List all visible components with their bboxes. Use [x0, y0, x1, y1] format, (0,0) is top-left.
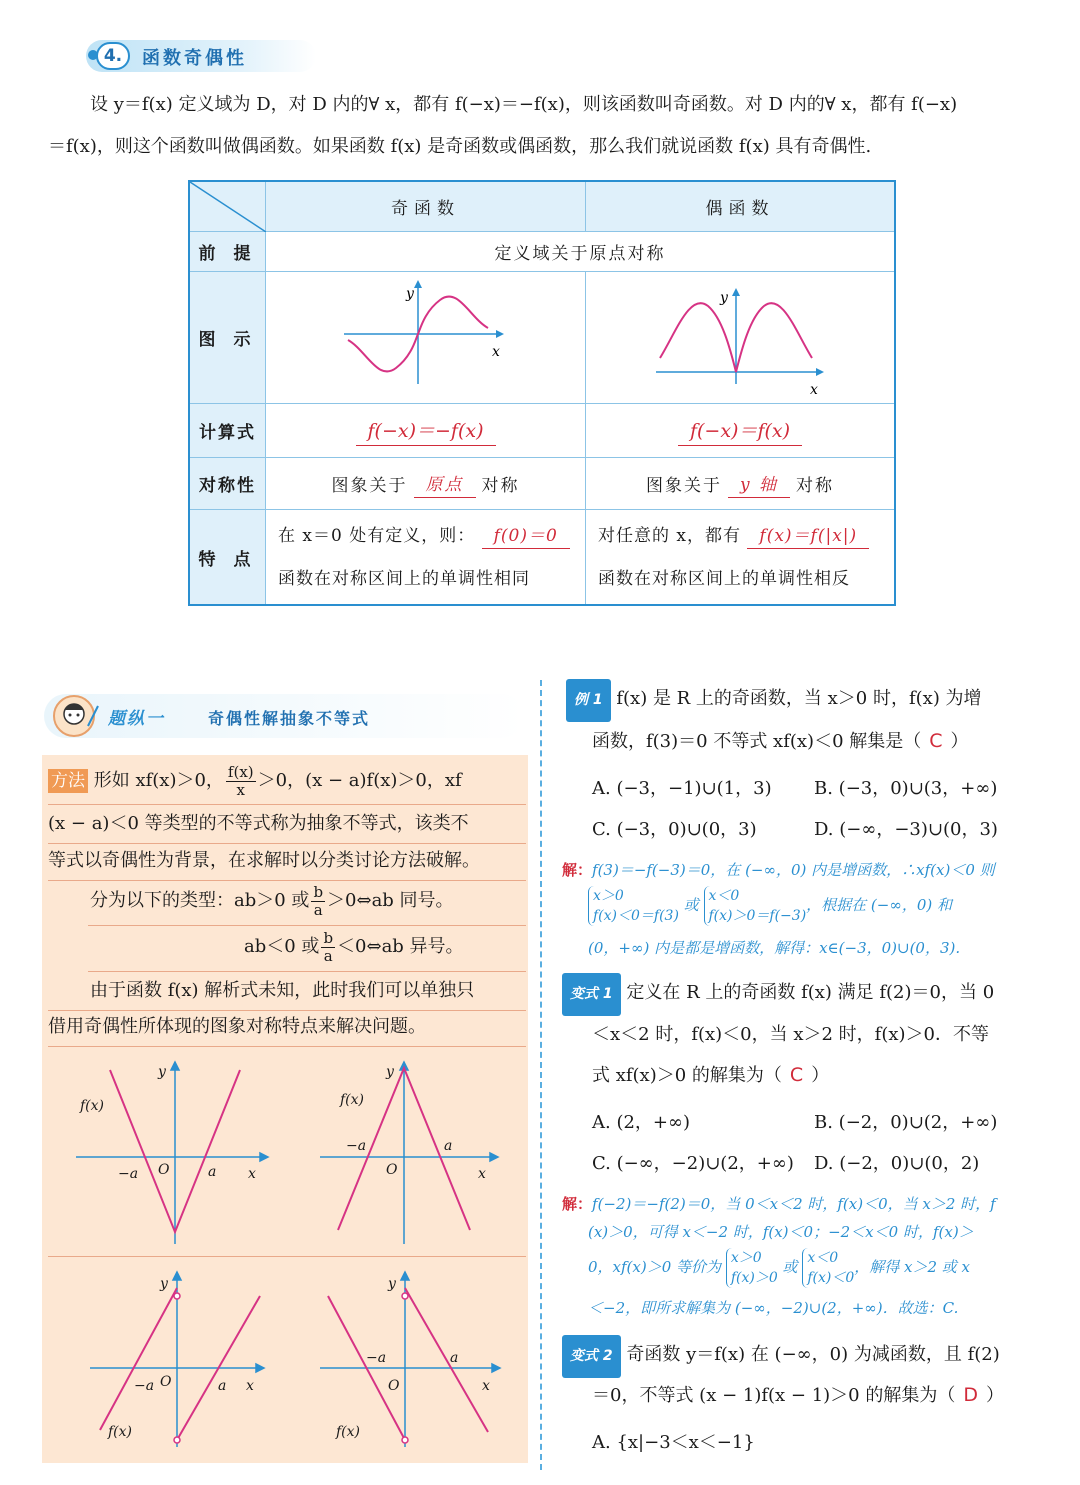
g3-y: y — [160, 1276, 168, 1292]
method-line-6: 由于函数 f(x) 解析式未知，此时我们可以单独只 — [90, 980, 475, 1001]
symmetry-even-cell — [586, 458, 894, 510]
sym-prefix-odd: 图象关于 — [331, 476, 408, 496]
variant1-options-row2 — [592, 1143, 1042, 1184]
g1-a: a — [208, 1164, 217, 1180]
features-even-line2: 函数在对称区间上的单调性相反 — [598, 569, 850, 589]
section-title: 函数奇偶性 — [142, 48, 247, 69]
example1-option-a: A. (−3，−1)∪(1，3) — [592, 778, 772, 799]
method-line-1 — [48, 762, 526, 800]
formula-even: f(−x)＝f(x) — [678, 416, 802, 446]
variant1-sol-label: 解： — [562, 1195, 593, 1213]
variant1-stem-1 — [562, 972, 1042, 1016]
label-features: 特 点 — [190, 510, 266, 604]
method-line1-b: ＞0，(x − a)f(x)＞0，xf — [257, 770, 462, 791]
method-tag: 方法 — [48, 769, 88, 793]
variant1-stem-2: ＜x＜2 时，f(x)＜0，当 x＞2 时，f(x)＞0．不等 — [592, 1024, 989, 1045]
variant1-tag: 变式 1 — [562, 973, 621, 1016]
header-even: 偶函数 — [586, 182, 894, 232]
variant2-stem2-text: ＝0，不等式 (x − 1)f(x − 1)＞0 的解集为（ — [592, 1385, 956, 1406]
rule — [48, 880, 526, 881]
g4-neg-a: −a — [366, 1350, 387, 1366]
example1-option-d: D. (−∞，−3)∪(0，3) — [814, 819, 998, 840]
g2-y: y — [386, 1064, 394, 1080]
header-odd: 奇函数 — [266, 182, 586, 232]
g3-fx: f(x) — [108, 1424, 133, 1440]
v1-sys1-a: x＞0 — [730, 1250, 762, 1266]
example1-solution-2 — [588, 886, 1068, 926]
definition-line-1: 设 y＝f(x) 定义域为 D，对 D 内的∀ x，都有 f(−x)＝−f(x)，则该函数叫奇函数。对 D 内的∀ x，都有 f(−x) — [90, 94, 958, 115]
premise-value: 定义域关于原点对称 — [266, 232, 894, 272]
sym-prefix-even: 图象关于 — [645, 476, 722, 496]
example1-options-row2 — [592, 809, 1042, 850]
fraction-b-over-a — [311, 884, 325, 919]
frac-den: a — [313, 900, 323, 919]
method-types-2 — [48, 928, 526, 966]
g2-neg-a: −a — [346, 1138, 367, 1154]
variant1-solution-3 — [588, 1248, 1068, 1288]
example1-close: ） — [950, 731, 969, 752]
student-avatar-icon — [46, 692, 102, 740]
variant1-option-d: D. (−2，0)∪(0，2) — [814, 1153, 980, 1174]
rule — [48, 1046, 526, 1047]
rule — [88, 925, 526, 926]
frac2-den: a — [323, 946, 333, 965]
topic-head: 题纵一 — [108, 709, 165, 729]
g1-origin: O — [158, 1162, 170, 1178]
variant1-or: 或 — [782, 1258, 798, 1276]
example1-stem1-text: f(x) 是 R 上的奇函数，当 x＞0 时，f(x) 为增 — [616, 688, 982, 709]
method-line-2: (x − a)＜0 等类型的不等式称为抽象不等式，该类不 — [48, 813, 469, 834]
variant2-close: ） — [986, 1385, 1004, 1406]
even-y-label: y — [720, 289, 728, 306]
example1-stem2-text: 函数，f(3)＝0 不等式 xf(x)＜0 解集是（ — [592, 731, 922, 752]
frac1-num: f(x) — [227, 762, 254, 781]
method-line-3: 等式以奇偶性为背景，在求解时以分类讨论方法破解。 — [48, 850, 480, 871]
section-number: 4. — [96, 42, 130, 70]
g4-y: y — [388, 1276, 396, 1292]
example1-system-2 — [704, 886, 807, 926]
method-line1-a: 形如 xf(x)＞0， — [93, 770, 224, 791]
g1-x: x — [248, 1166, 256, 1182]
sym-even-value: y 轴 — [728, 470, 790, 498]
feat-odd-prefix: 在 x＝0 处有定义，则： — [278, 526, 476, 546]
sym-odd-value: 原点 — [414, 470, 476, 498]
label-symmetry: 对称性 — [190, 458, 266, 510]
g3-origin: O — [160, 1374, 172, 1390]
features-even-line1 — [598, 514, 869, 558]
variant2-stem-2 — [592, 1375, 1042, 1416]
variant1-stem1-text: 定义在 R 上的奇函数 f(x) 满足 f(2)＝0，当 0 — [626, 982, 995, 1003]
types2-b: ＜0⇔ab 异号。 — [337, 936, 464, 957]
variant1-option-a: A. (2，+∞) — [592, 1112, 691, 1133]
example1-sol2: ，根据在 (−∞，0) 和 — [806, 896, 953, 914]
odd-x-label: x — [492, 343, 500, 360]
example1-answer: C — [929, 730, 943, 752]
v1-sys2-a: x＜0 — [807, 1250, 839, 1266]
variant1-answer: C — [789, 1064, 804, 1086]
variant1-close: ） — [811, 1065, 830, 1086]
g2-fx: f(x) — [340, 1092, 365, 1108]
variant1-solution-4: ＜−2，即所求解集为 (−∞，−2)∪(2，+∞)．故选：C. — [588, 1299, 959, 1317]
example1-sol-label: 解： — [562, 861, 593, 879]
corner-cell — [190, 182, 266, 232]
types1-a: 分为以下的类型：ab＞0 或 — [90, 890, 310, 911]
fraction-b-over-a-2 — [321, 930, 335, 965]
odd-y-label: y — [406, 285, 414, 302]
fraction-fx-over-x — [226, 764, 256, 799]
sym-suffix-odd: 对称 — [481, 476, 520, 496]
feat-even-prefix: 对任意的 x，都有 — [598, 526, 741, 546]
g4-a: a — [450, 1350, 459, 1366]
odd-function-graph — [266, 272, 585, 404]
variant1-option-b: B. (−2，0)∪(2，+∞) — [814, 1112, 998, 1133]
frac2-num: b — [323, 928, 334, 947]
diagonal-line — [190, 182, 266, 232]
g3-x: x — [246, 1378, 254, 1394]
variant1-sol1: f(−2)＝−f(2)＝0，当 0＜x＜2 时，f(x)＜0，当 x＞2 时，f — [592, 1195, 996, 1213]
features-odd-line1 — [278, 514, 570, 558]
column-divider — [540, 680, 542, 1470]
feat-even-value: f(x)＝f(|x|) — [747, 526, 869, 549]
abstract-graphs — [48, 1052, 526, 1462]
types2-a: ab＜0 或 — [244, 936, 320, 957]
g2-x: x — [478, 1166, 486, 1182]
sym-suffix-even: 对称 — [796, 476, 834, 496]
variant1-solution-1 — [562, 1190, 1042, 1218]
variant1-system-1 — [726, 1248, 778, 1288]
g4-origin: O — [388, 1378, 400, 1394]
g1-fx: f(x) — [80, 1098, 105, 1114]
label-formula: 计算式 — [190, 404, 266, 458]
formula-odd-cell — [266, 404, 586, 458]
example1-stem-1 — [566, 678, 1042, 722]
variant1-option-c: C. (−∞，−2)∪(2，+∞) — [592, 1153, 794, 1174]
formula-odd: f(−x)＝−f(x) — [356, 416, 496, 446]
example1-tag: 例 1 — [566, 679, 611, 722]
ex1-sys1-a: x＞0 — [593, 888, 624, 904]
features-even-cell — [586, 510, 894, 604]
label-graph: 图 示 — [190, 272, 266, 404]
features-odd-cell — [266, 510, 586, 604]
frac-num: b — [313, 882, 324, 901]
g3-neg-a: −a — [134, 1378, 155, 1394]
example1-option-b: B. (−3，0)∪(3，+∞) — [814, 778, 998, 799]
example1-system-1 — [588, 886, 679, 926]
example1-options-row1 — [592, 768, 1042, 809]
example1-solution-3: (0，+∞) 内是都是增函数，解得：x∈(−3，0)∪(0，3). — [588, 939, 961, 957]
features-odd-line2: 函数在对称区间上的单调性相同 — [278, 569, 530, 589]
example1-solution-1 — [562, 856, 1042, 884]
variant1-options-row1 — [592, 1102, 1042, 1143]
ex1-sys1-b: f(x)＜0＝f(3) — [593, 908, 679, 924]
even-function-graph — [586, 272, 894, 404]
types1-b: ＞0⇔ab 同号。 — [327, 890, 454, 911]
topic-title: 奇偶性解抽象不等式 — [208, 709, 371, 728]
example1-or: 或 — [683, 896, 699, 914]
g2-origin: O — [386, 1162, 398, 1178]
variant1-solution-2: (x)＞0，可得 x＜−2 时，f(x)＜0；−2＜x＜0 时，f(x)＞ — [588, 1223, 974, 1241]
variant2-stem1-text: 奇函数 y＝f(x) 在 (−∞，0) 为减函数，且 f(2) — [626, 1344, 1000, 1365]
odd-graph-cell — [266, 272, 586, 404]
frac1-den: x — [236, 780, 246, 799]
feat-odd-value: f(0)＝0 — [482, 526, 570, 549]
variant2-option-a: A. {x|−3＜x＜−1} — [592, 1432, 755, 1453]
example1-sol1: f(3)＝−f(−3)＝0，在 (−∞，0) 内是增函数，∴xf(x)＜0 则 — [592, 861, 995, 879]
ex1-sys2-b: f(x)＞0＝f(−3) — [708, 908, 807, 924]
label-premise: 前 提 — [190, 232, 266, 272]
even-graph-cell — [586, 272, 894, 404]
variant1-stem-3 — [592, 1055, 1042, 1096]
example1-stem-2 — [592, 721, 1042, 762]
g1-neg-a: −a — [118, 1166, 139, 1182]
g1-y: y — [158, 1064, 166, 1080]
example1-option-c: C. (−3，0)∪(0，3) — [592, 819, 757, 840]
variant2-tag: 变式 2 — [562, 1335, 621, 1378]
definition-line-2: ＝f(x)，则这个函数叫做偶函数。如果函数 f(x) 是奇函数或偶函数，那么我们就说函数 f(x) 具有奇偶性. — [48, 136, 872, 157]
variant1-sol3b: ，解得 x＞2 或 x — [854, 1258, 971, 1276]
variant1-stem3-text: 式 xf(x)＞0 的解集为（ — [592, 1065, 782, 1086]
variant1-system-2 — [802, 1248, 854, 1288]
variant1-sol3a: 0，xf(x)＞0 等价为 — [588, 1258, 722, 1276]
v1-sys1-b: f(x)＞0 — [730, 1270, 778, 1286]
g3-a: a — [218, 1378, 227, 1394]
g4-fx: f(x) — [336, 1424, 361, 1440]
g2-a: a — [444, 1138, 453, 1154]
method-line-7: 借用奇偶性所体现的图象对称特点来解决问题。 — [48, 1016, 426, 1037]
variant2-stem-1 — [562, 1334, 1042, 1378]
method-types-1 — [48, 882, 526, 920]
variant2-answer: D — [963, 1384, 978, 1406]
parity-table — [188, 180, 896, 606]
v1-sys2-b: f(x)＜0 — [807, 1270, 855, 1286]
ex1-sys2-a: x＜0 — [708, 888, 740, 904]
g4-x: x — [482, 1378, 490, 1394]
formula-even-cell — [586, 404, 894, 458]
even-x-label: x — [810, 381, 818, 398]
symmetry-odd-cell — [266, 458, 586, 510]
